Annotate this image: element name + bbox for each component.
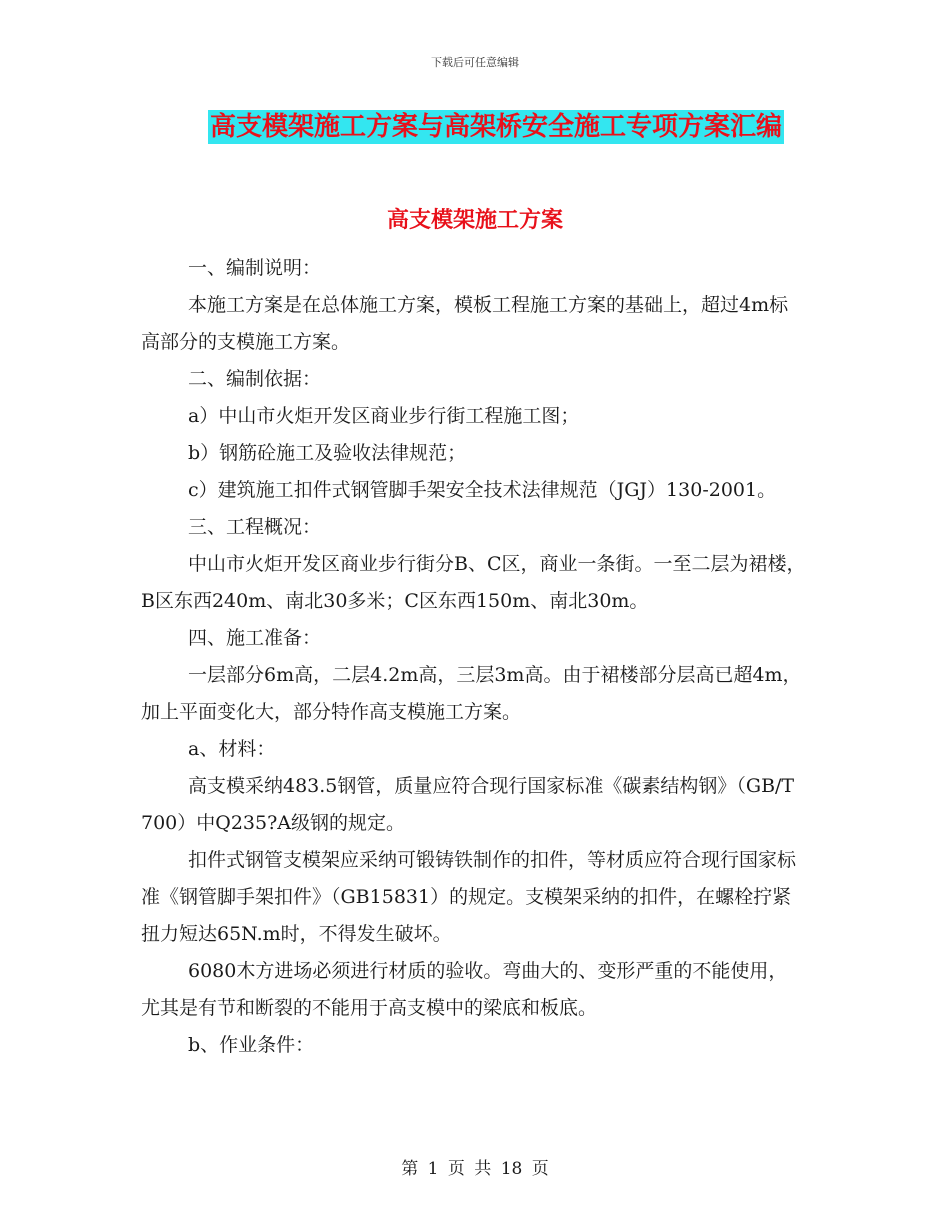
paragraph: a）中山市火炬开发区商业步行街工程施工图； (188, 405, 580, 427)
paragraph: 本施工方案是在总体施工方案，模板工程施工方案的基础上，超过4m标高部分的支模施工方案。 (141, 294, 789, 353)
page-footer: 第 1 页 共 18 页 (401, 1159, 549, 1179)
page-header-note: 下载后可任意编辑 (431, 56, 519, 69)
section-title: 高支模架施工方案 (386, 208, 563, 233)
paragraph: 6080木方进场必须进行材质的验收。弯曲大的、变形严重的不能使用，尤其是有节和断裂的不能用于高支模中的梁底和板底。 (141, 960, 788, 1019)
paragraph: 四、施工准备： (188, 627, 322, 649)
document-body (141, 250, 806, 1064)
paragraph: c）建筑施工扣件式钢管脚手架安全技术法律规范（JGJ）130-2001。 (188, 479, 777, 501)
paragraph: 高支模采纳483.5钢管，质量应符合现行国家标准《碳素结构钢》（GB/T700）中Q235?A级钢的规定。 (141, 775, 795, 834)
paragraph: b）钢筋砼施工及验收法律规范； (188, 442, 467, 464)
paragraph: 扣件式钢管支模架应采纳可锻铸铁制作的扣件，等材质应符合现行国家标准《钢管脚手架扣件》（GB15831）的规定。支模架采纳的扣件，在螺栓拧紧扭力短达65N.m时，不得发生破坏。 (141, 849, 797, 945)
paragraph: 三、工程概况： (188, 516, 322, 538)
paragraph: 二、编制依据： (188, 368, 322, 390)
paragraph: 中山市火炬开发区商业步行街分B、C区，商业一条街。一至二层为裙楼，B区东西240m、南北30多米；C区东西150m、南北30m。 (141, 553, 806, 612)
paragraph: 一层部分6m高，二层4.2m高，三层3m高。由于裙楼部分层高已超4m，加上平面变化大，部分特作高支模施工方案。 (141, 664, 802, 723)
paragraph: 一、编制说明： (188, 257, 322, 279)
paragraph: a、材料： (188, 738, 276, 760)
document-main-title: 高支模架施工方案与高架桥安全施工专项方案汇编 (210, 112, 783, 142)
paragraph: b、作业条件： (188, 1034, 315, 1056)
